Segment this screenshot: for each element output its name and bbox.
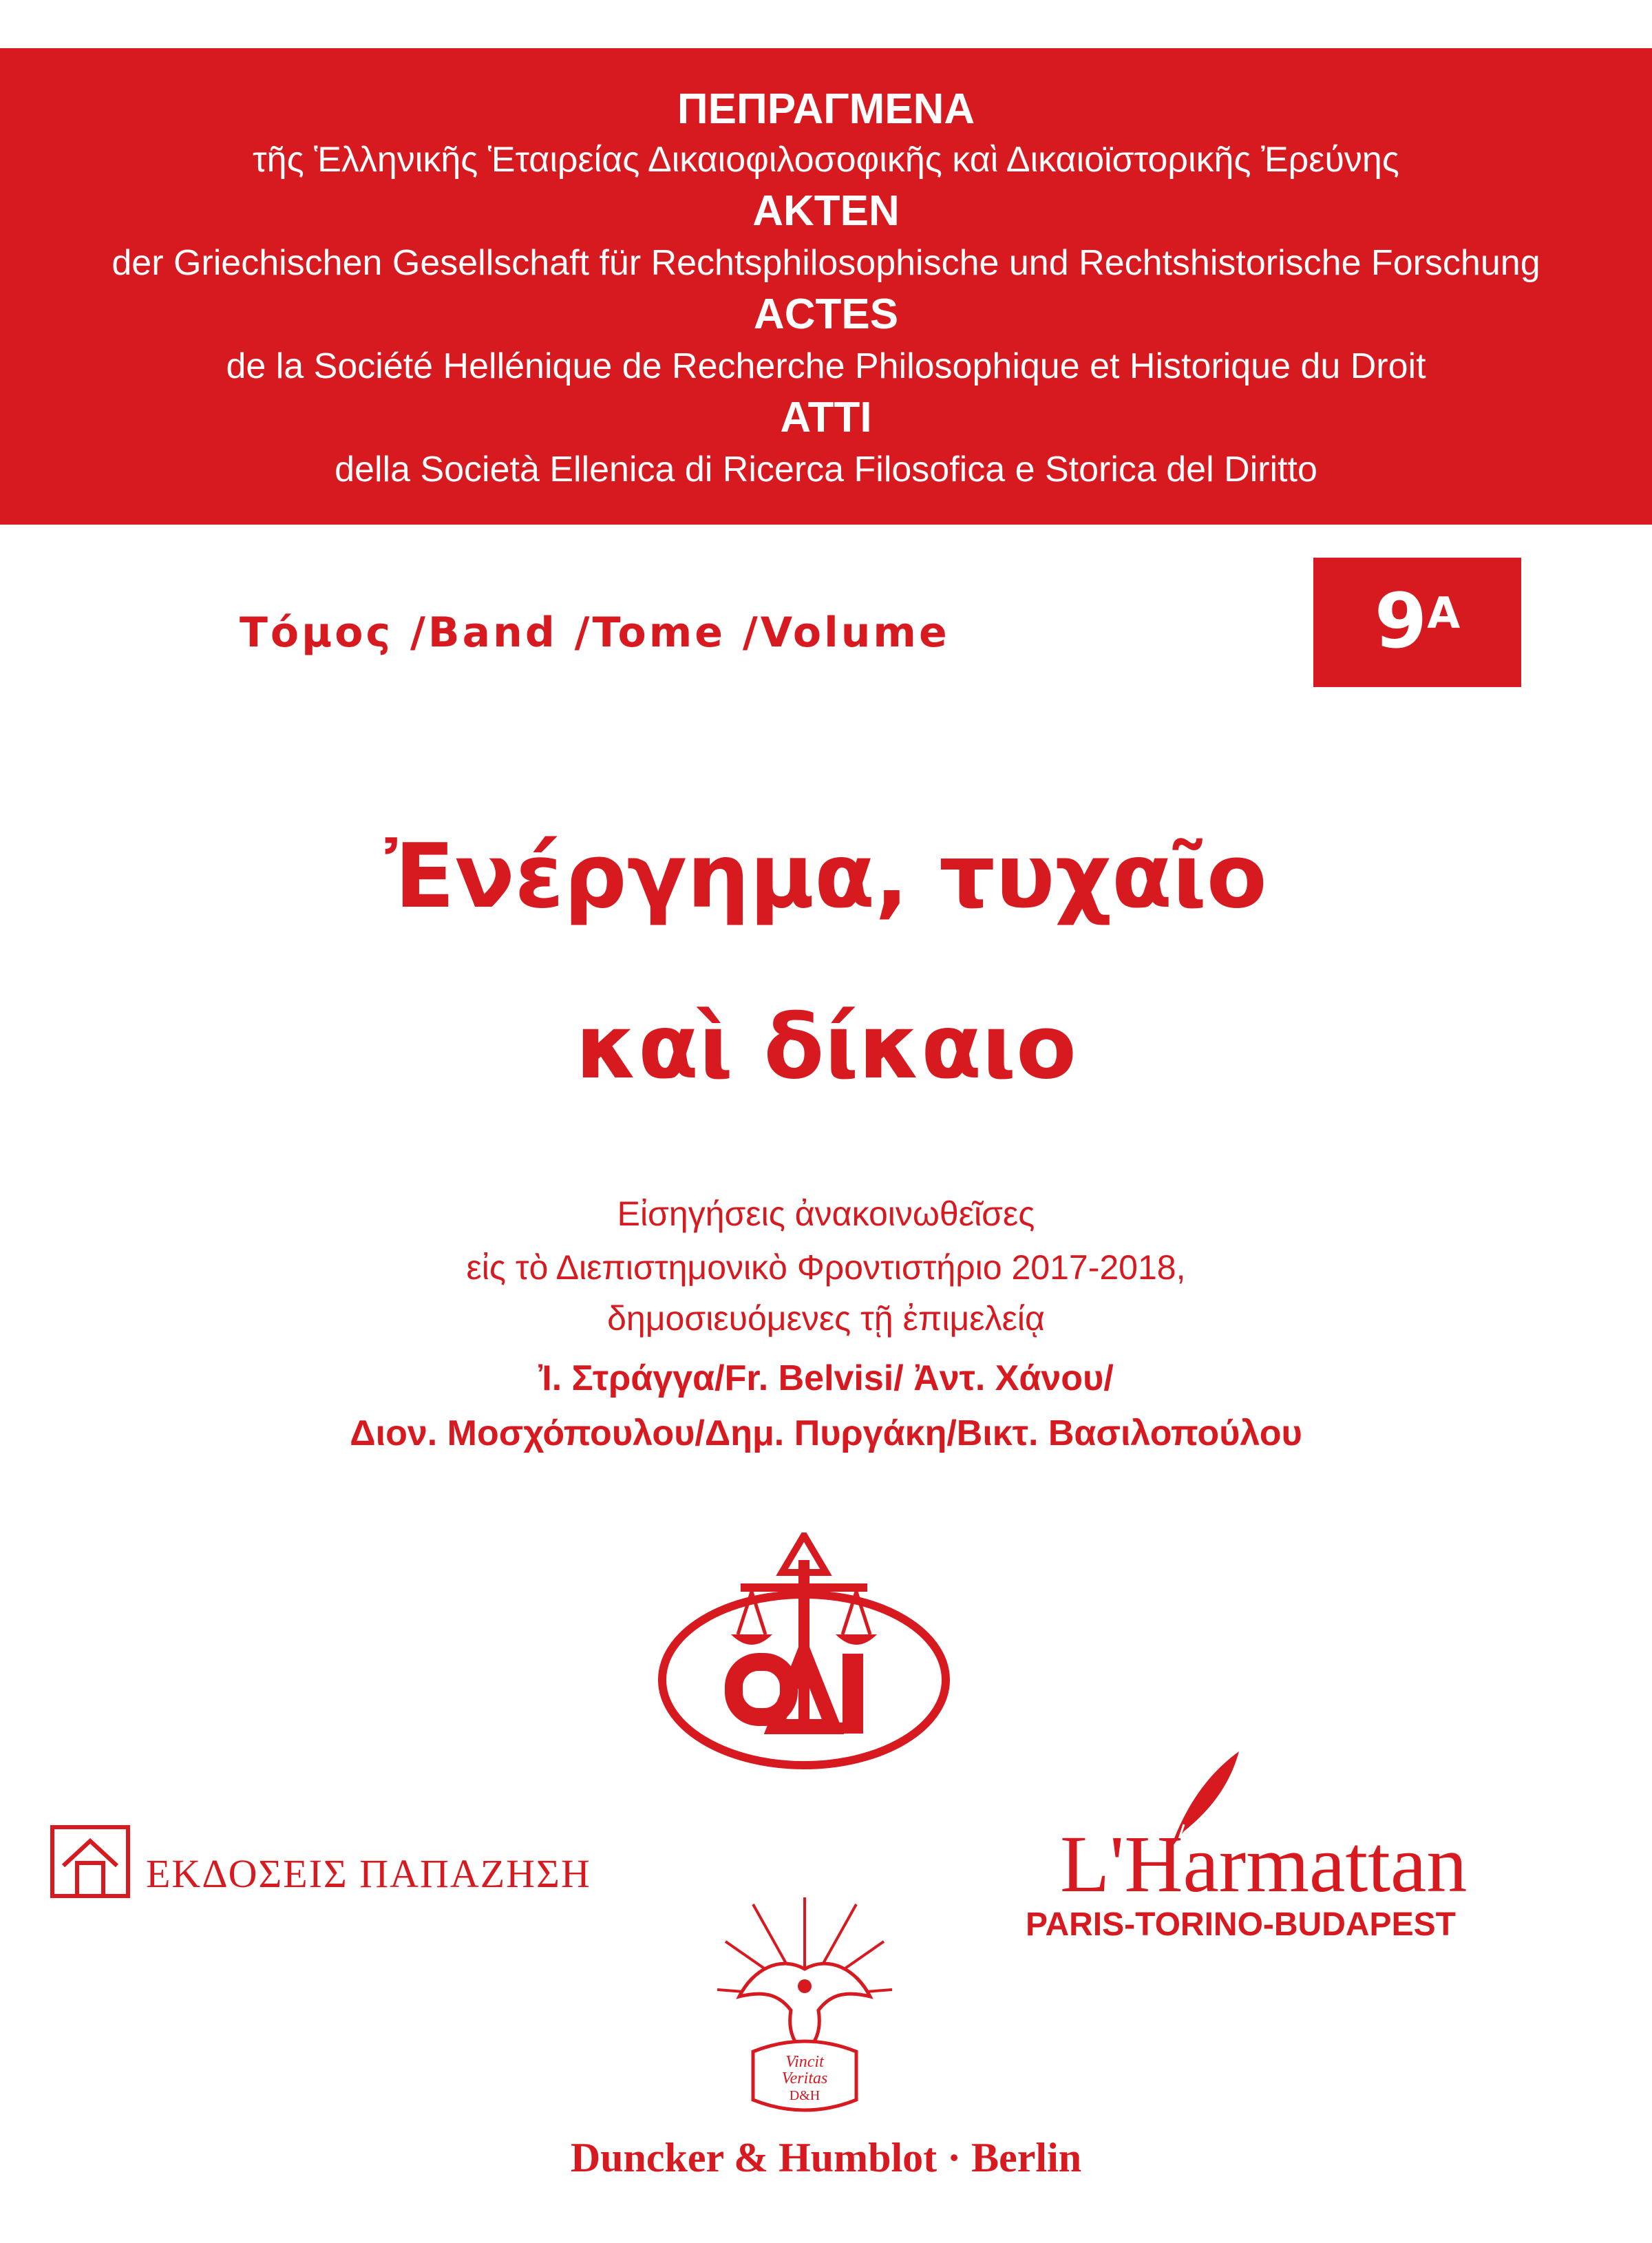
seal-mark: D&H [789, 2088, 820, 2103]
papazisi-name: ΕΚΔΟΣΕΙΣ ΠΑΠΑΖΗΣΗ [146, 1851, 591, 1896]
series-title-german: AKTEN [752, 187, 900, 235]
volume-label: Τόμος /Band /Tome /Volume [240, 609, 950, 657]
series-subtitle-italian: della Società Ellenica di Ricerca Filosofica e Storica del Diritto [335, 450, 1317, 489]
eagle-seal-logo [712, 1893, 898, 2114]
series-title-italian: ATTI [780, 394, 872, 441]
volume-number: 9 [1374, 577, 1428, 665]
seal-motto-1: Vincit [785, 2053, 824, 2071]
society-emblem-logo [651, 1533, 957, 1776]
harmattan-cities: PARIS-TORINO-BUDAPEST [1026, 1906, 1456, 1943]
series-banner [0, 48, 1652, 525]
book-title-line2: καὶ δίκαιο [575, 996, 1077, 1099]
book-title-line1: Ἐνέργημα, τυχαῖο [385, 825, 1267, 928]
subtitle-line1: Εἰσηγήσεις ἀνακοινωθεῖσες [617, 1194, 1035, 1233]
editors-line2: Διον. Μοσχόπουλου/Δημ. Πυργάκη/Βικτ. Βασιλοπούλου [350, 1413, 1302, 1453]
volume-letter: Α [1427, 588, 1461, 638]
subtitle-line3: δημοσιευόμενες τῇ ἐπιμελείᾳ [607, 1299, 1045, 1338]
editors-line1: Ἰ. Στράγγα/Fr. Belvisi/ Ἀντ. Χάνου/ [538, 1358, 1114, 1398]
duncker-humblot-imprint: Duncker & Humblot · Berlin [570, 2135, 1082, 2180]
series-subtitle-greek: τῆς Ἑλληνικῆς Ἑταιρείας Δικαιοφιλοσοφικῆς καὶ Δικαιοϊστορικῆς Ἐρεύνης [253, 140, 1399, 180]
series-title-french: ACTES [753, 291, 899, 338]
series-subtitle-french: de la Société Hellénique de Recherche Philosophique et Historique du Droit [226, 346, 1426, 386]
seal-motto-2: Veritas [781, 2070, 828, 2087]
volume-badge [1313, 558, 1521, 687]
series-subtitle-german: der Griechischen Gesellschaft für Rechtsphilosophische und Rechtshistorische Forschung [112, 243, 1540, 283]
harmattan-publisher-logo [1026, 1749, 1521, 1955]
harmattan-name: L'Harmattan [1060, 1819, 1468, 1909]
series-title-greek: ΠΕΠΡΑΓΜΕΝΑ [677, 85, 975, 133]
subtitle-line2: εἰς τὸ Διεπιστημονικὸ Φροντιστήριο 2017-2018, [466, 1248, 1186, 1287]
house-icon [50, 1824, 131, 1900]
